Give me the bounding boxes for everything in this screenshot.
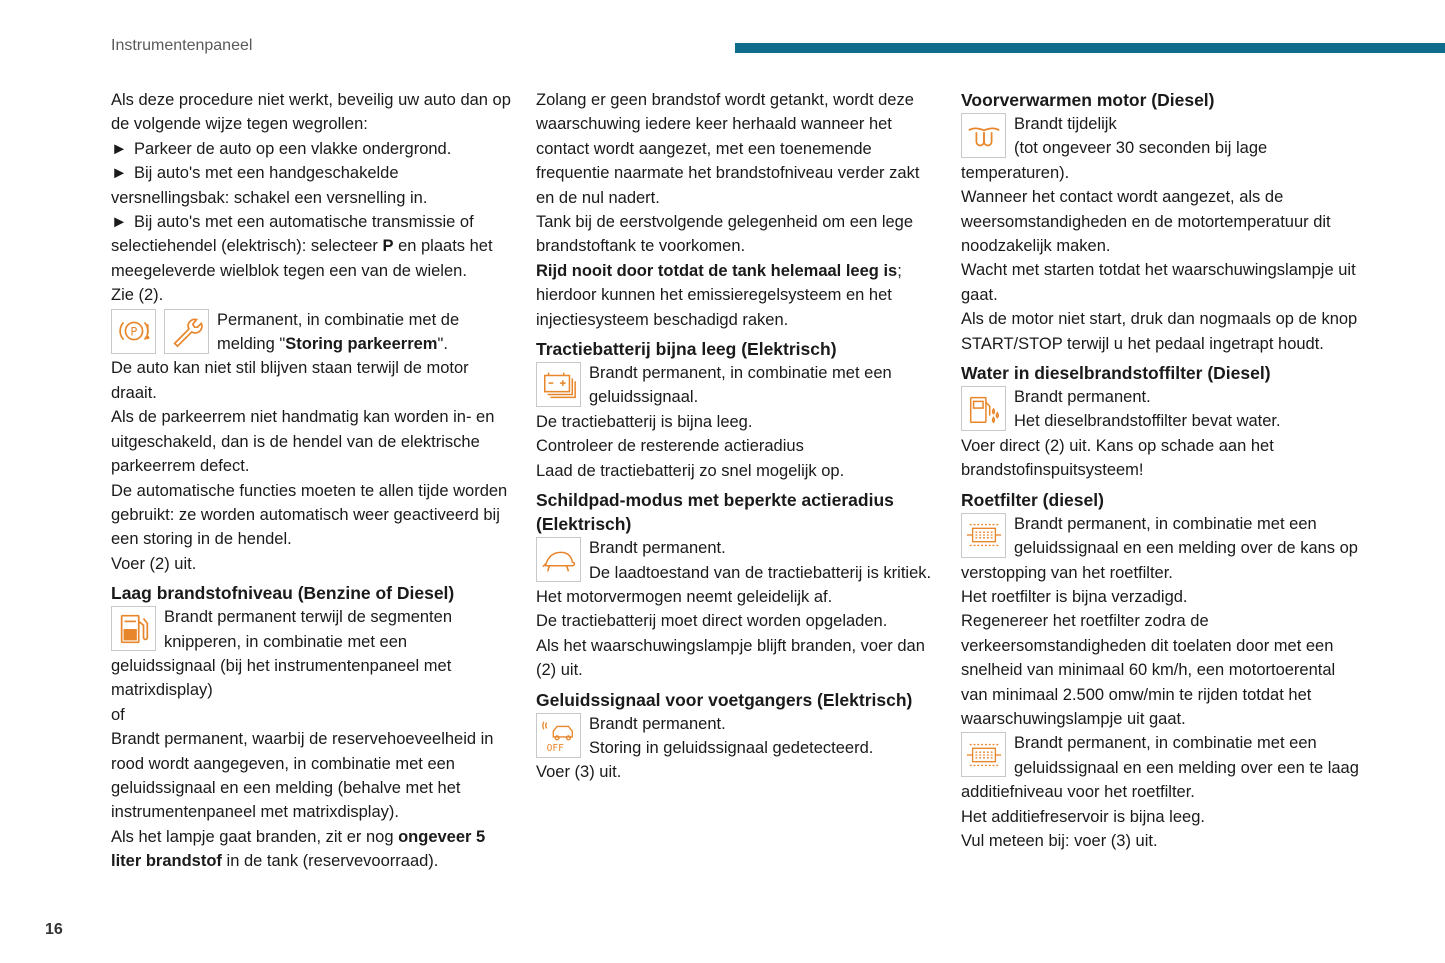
parking-brake-warning: P Permanent, in combinatie met de melding "Storing parkeerrem". bbox=[111, 308, 515, 357]
paragraph: (tot ongeveer 30 seconden bij lage temperaturen). bbox=[961, 139, 1268, 182]
step-item: ► Parkeer de auto op een vlakke ondergrond. bbox=[111, 139, 452, 158]
paragraph: Als het waarschuwingslampje blijft branden, voer dan (2) uit. bbox=[536, 636, 925, 680]
paragraph: Als het lampje gaat branden, zit er nog ongeveer 5 liter brandstof in de tank (reservevoorraad). bbox=[111, 827, 486, 871]
section-heading-turtle-mode: Schildpad-modus met beperkte actieradius (Elektrisch) bbox=[536, 490, 894, 535]
section-heading-pedestrian-sound: Geluidssignaal voor voetgangers (Elektrisch) bbox=[536, 689, 913, 710]
turtle-icon bbox=[536, 537, 581, 582]
paragraph: Het dieselbrandstoffilter bevat water. bbox=[1014, 412, 1281, 431]
paragraph: De tractiebatterij moet direct worden opgeladen. bbox=[536, 612, 888, 631]
paragraph: Wanneer het contact wordt aangezet, als de weersomstandigheden en de motortemperatuur dit noodzakelijk maken. bbox=[961, 188, 1331, 256]
paragraph: Het motorvermogen neemt geleidelijk af. bbox=[536, 587, 833, 606]
off-label: OFF bbox=[546, 743, 564, 755]
paragraph: De tractiebatterij is bijna leeg. bbox=[536, 412, 753, 431]
arrow-bullet-icon: ► bbox=[111, 164, 128, 183]
page-header-title: Instrumentenpaneel bbox=[111, 37, 253, 54]
paragraph: Voer (3) uit. bbox=[536, 763, 622, 782]
paragraph: Regenereer het roetfilter zodra de verkeersomstandigheden dit toelaten door met een snelheid van minimaal 60 km/h, een motortoerental van minimaal 2.500 omw/min te rijden totdat het waarschuwingslampje uit gaat. bbox=[961, 612, 1336, 728]
particle-filter-additive-icon bbox=[961, 732, 1006, 777]
column-left bbox=[111, 88, 515, 874]
header-accent-bar bbox=[735, 43, 1445, 53]
paragraph: De automatische functies moeten te allen tijde worden gebruikt: ze worden automatisch weer geactiveerd bij een storing in de hendel. bbox=[111, 481, 508, 549]
paragraph: Laad de tractiebatterij zo snel mogelijk op. bbox=[536, 461, 845, 480]
paragraph: Brandt tijdelijk bbox=[1014, 115, 1117, 133]
arrow-bullet-icon: ► bbox=[111, 139, 128, 158]
intro-text: Als deze procedure niet werkt, beveilig uw auto dan op de volgende wijze tegen wegrollen: bbox=[111, 91, 511, 134]
column-right bbox=[961, 88, 1361, 853]
fuel-pump-icon bbox=[111, 606, 156, 651]
paragraph: Brandt permanent, waarbij de reservehoeveelheid in rood wordt aangegeven, in combinatie met een geluidssignaal en een melding (behalve met het instrumentenpaneel met matrixdisplay). bbox=[111, 730, 494, 822]
column-middle bbox=[536, 88, 936, 785]
paragraph: Voer direct (2) uit. Kans op schade aan het brandstofinspuitsysteem! bbox=[961, 436, 1274, 480]
paragraph: Rijd nooit door totdat de tank helemaal leeg is; hierdoor kunnen het emissieregelsysteem en het injectiesysteem beschadigd raken. bbox=[536, 261, 902, 329]
reference-text: Zie (2). bbox=[111, 286, 164, 305]
pedestrian-sound-off-icon bbox=[536, 713, 581, 758]
particle-filter-icon bbox=[961, 513, 1006, 558]
parking-brake-icon bbox=[111, 309, 156, 354]
paragraph: Brandt permanent, in combinatie met een geluidssignaal en een melding over een te laag additiefniveau voor het roetfilter. bbox=[961, 734, 1359, 802]
paragraph: Voer (2) uit. bbox=[111, 554, 197, 573]
step-item: ► Bij auto's met een handgeschakelde versnellingsbak: schakel een versnelling in. bbox=[111, 164, 428, 207]
paragraph: Brandt permanent. bbox=[589, 539, 726, 558]
paragraph: Controleer de resterende actieradius bbox=[536, 437, 804, 456]
paragraph: Brandt permanent terwijl de segmenten knipperen, in combinatie met een geluidssignaal (bij het instrumentenpaneel met matrixdisplay) bbox=[111, 608, 452, 700]
section-heading-low-fuel: Laag brandstofniveau (Benzine of Diesel) bbox=[111, 583, 455, 604]
glow-plug-icon bbox=[961, 113, 1006, 158]
paragraph: of bbox=[111, 705, 125, 724]
paragraph: Storing in geluidssignaal gedetecteerd. bbox=[589, 738, 874, 757]
section-heading-water-in-diesel: Water in dieselbrandstoffilter (Diesel) bbox=[961, 363, 1271, 384]
paragraph: De auto kan niet stil blijven staan terwijl de motor draait. bbox=[111, 359, 469, 402]
water-in-fuel-icon bbox=[961, 386, 1006, 431]
paragraph: Tank bij de eerstvolgende gelegenheid om een lege brandstoftank te voorkomen. bbox=[536, 213, 914, 256]
paragraph: Zolang er geen brandstof wordt getankt, wordt deze waarschuwing iedere keer herhaald wanneer het contact wordt aangezet, met een toenemende frequentie naarmate het brandstofniveau verder zakt en de nul nadert. bbox=[536, 91, 920, 207]
wrench-icon bbox=[164, 309, 209, 354]
battery-icon bbox=[536, 362, 581, 407]
paragraph: De laadtoestand van de tractiebatterij is kritiek. bbox=[589, 563, 932, 582]
paragraph: Als de motor niet start, druk dan nogmaals op de knop START/STOP terwijl u het pedaal ingetrapt houdt. bbox=[961, 310, 1358, 353]
step-item: ► Bij auto's met een automatische transmissie of selectiehendel (elektrisch): selecteer P en plaats het meegeleverde wielblok tegen een van de wielen. bbox=[111, 213, 493, 280]
svg-text:P: P bbox=[129, 324, 137, 339]
paragraph: Vul meteen bij: voer (3) uit. bbox=[961, 831, 1158, 850]
paragraph: Als de parkeerrem niet handmatig kan worden in- en uitgeschakeld, dan is de hendel van de elektrische parkeerrem defect. bbox=[111, 408, 495, 476]
section-heading-glow-plugs: Voorverwarmen motor (Diesel) bbox=[961, 90, 1215, 110]
paragraph: Het roetfilter is bijna verzadigd. bbox=[961, 587, 1188, 606]
paragraph: Brandt permanent, in combinatie met een geluidssignaal. bbox=[589, 364, 892, 407]
section-heading-battery: Tractiebatterij bijna leeg (Elektrisch) bbox=[536, 339, 837, 360]
paragraph: Wacht met starten totdat het waarschuwingslampje uit gaat. bbox=[961, 261, 1356, 304]
paragraph: Brandt permanent. bbox=[1014, 388, 1151, 407]
paragraph: Brandt permanent, in combinatie met een geluidssignaal en een melding over de kans op verstopping van het roetfilter. bbox=[961, 514, 1358, 582]
paragraph: Het additiefreservoir is bijna leeg. bbox=[961, 807, 1205, 826]
paragraph: Brandt permanent. bbox=[589, 714, 726, 733]
section-heading-particle-filter: Roetfilter (diesel) bbox=[961, 489, 1104, 510]
arrow-bullet-icon: ► bbox=[111, 213, 128, 232]
page-number: 16 bbox=[45, 921, 63, 938]
